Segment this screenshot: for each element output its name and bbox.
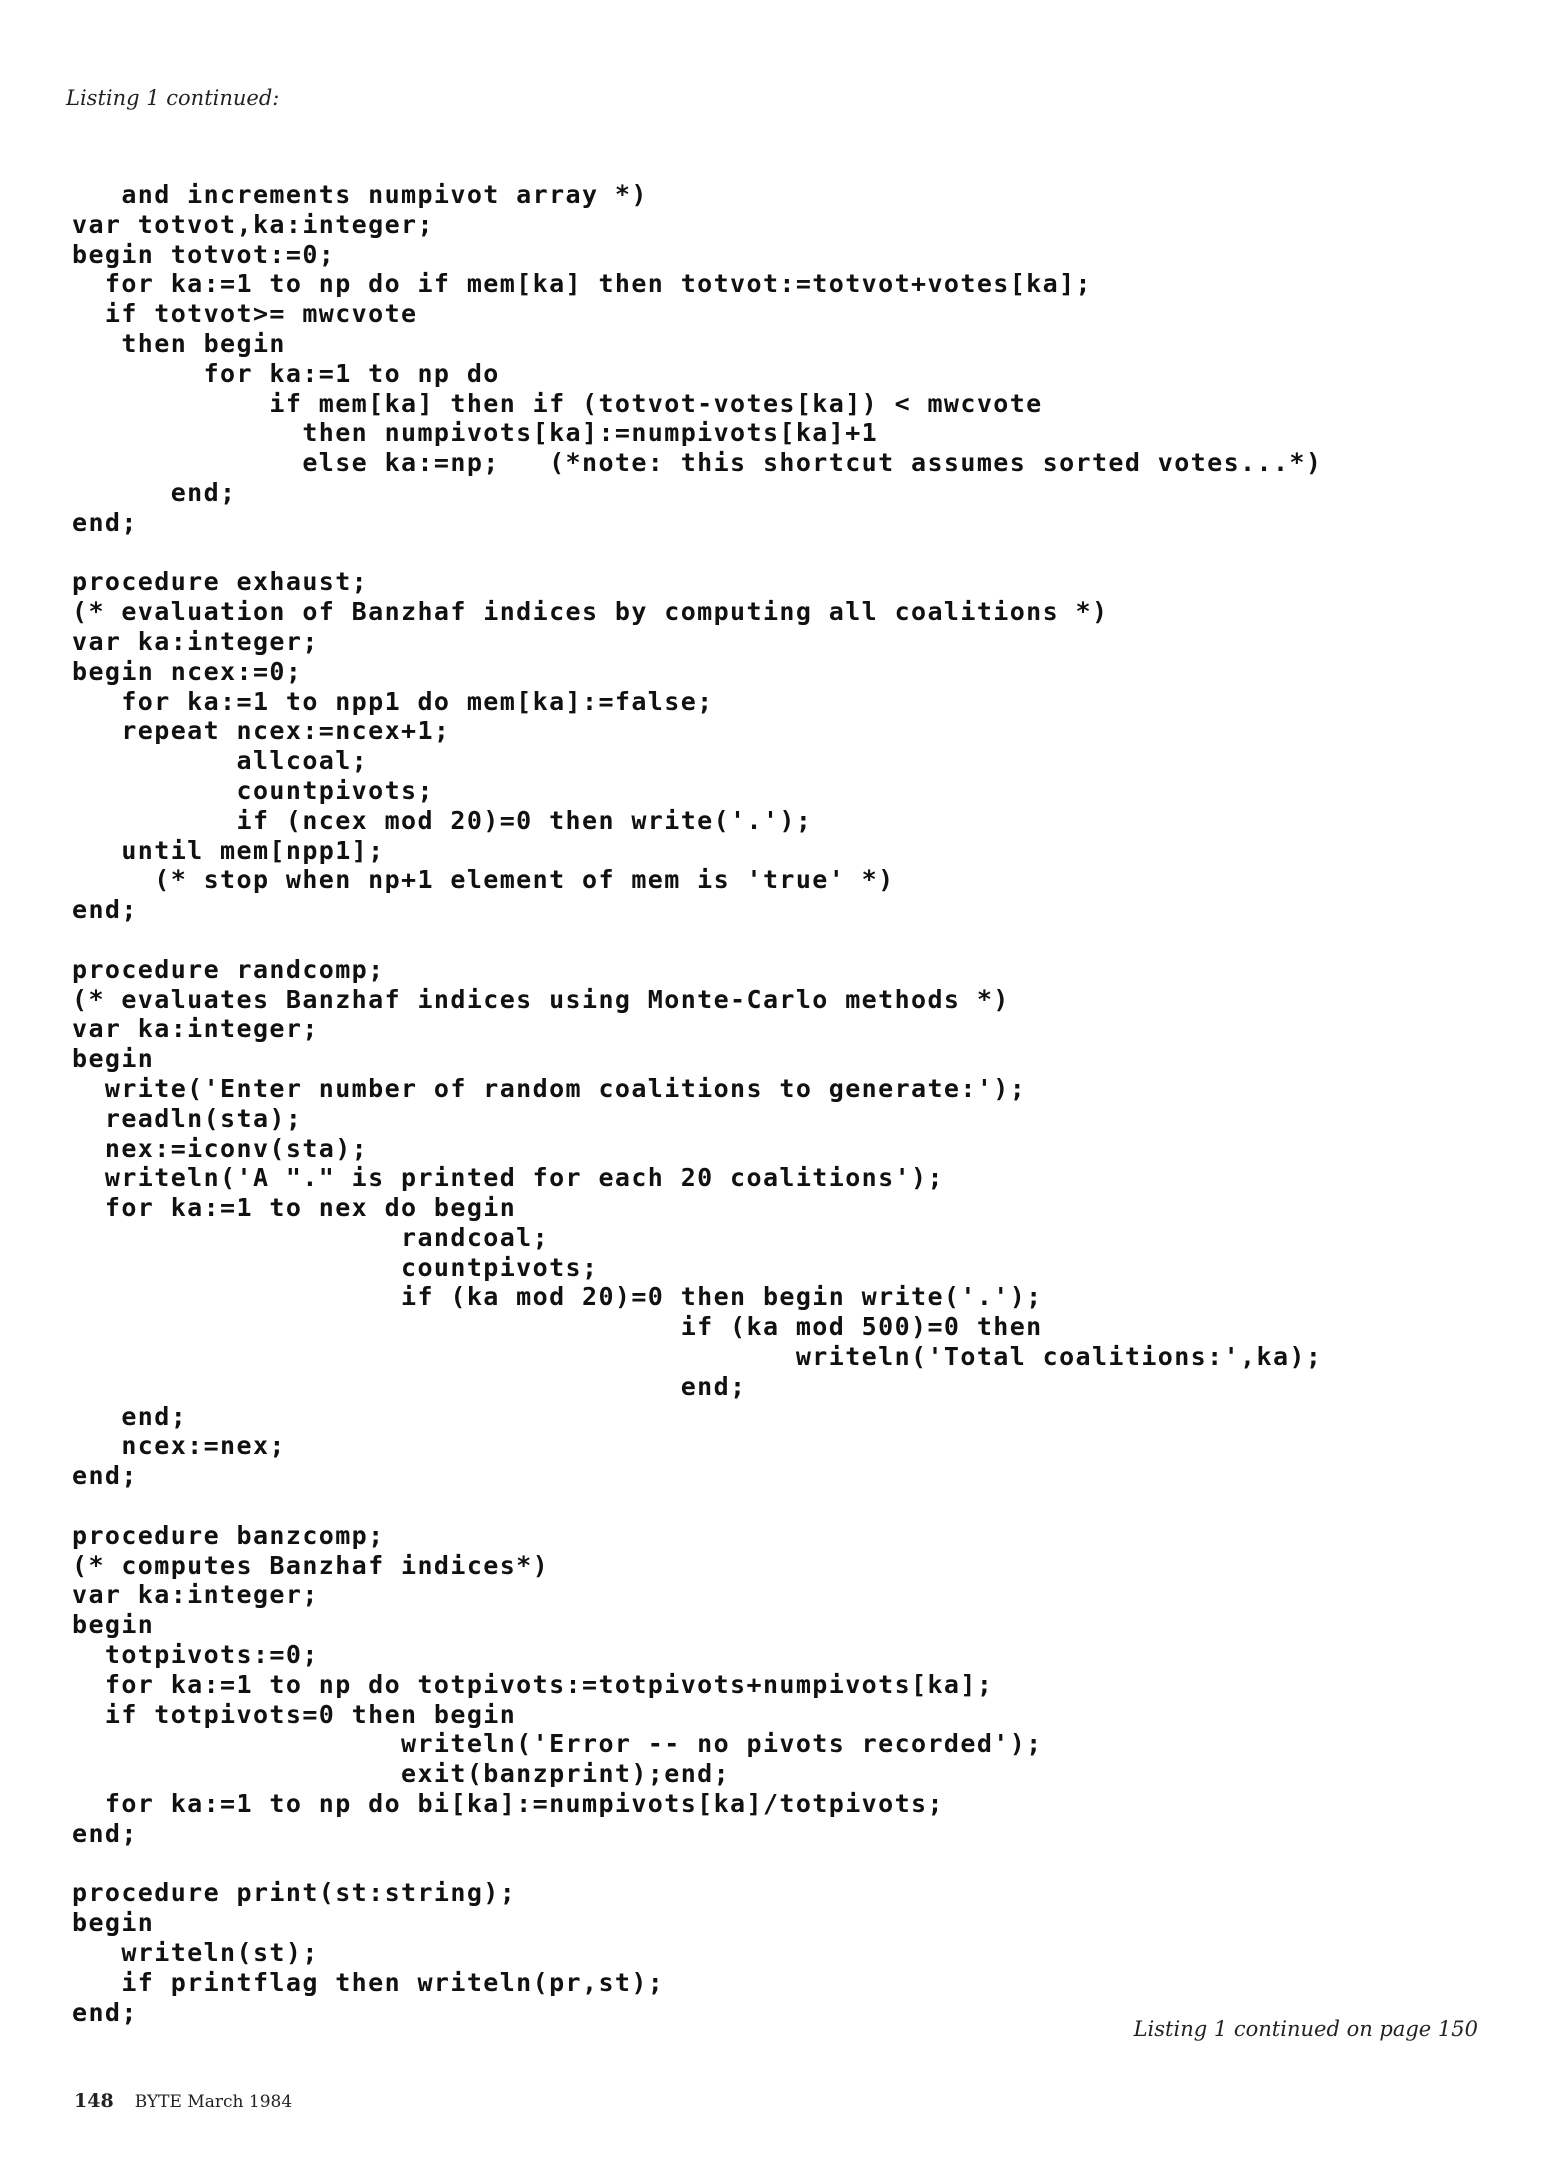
code-line: then numpivots[ka]:=numpivots[ka]+1 <box>72 418 879 448</box>
code-line: begin <box>72 1610 155 1640</box>
code-line: (* computes Banzhaf indices*) <box>72 1550 550 1580</box>
page-footer <box>74 2090 292 2112</box>
code-line: var totvot,ka:integer; <box>72 209 434 239</box>
code-line <box>72 1849 1322 1879</box>
code-line: randcoal; <box>72 1222 550 1252</box>
code-line <box>72 1491 1322 1521</box>
code-line: countpivots; <box>72 1252 599 1282</box>
code-line: var ka:integer; <box>72 626 319 656</box>
code-line: for ka:=1 to np do totpivots:=totpivots+numpivots[ka]; <box>72 1669 994 1699</box>
code-line: ncex:=nex; <box>72 1431 286 1461</box>
code-line <box>72 538 1322 568</box>
code-line: totpivots:=0; <box>72 1640 319 1670</box>
code-line: if printflag then writeln(pr,st); <box>72 1967 665 1997</box>
code-listing <box>72 180 1322 2027</box>
code-line: end; <box>72 1997 138 2027</box>
code-line: var ka:integer; <box>72 1580 319 1610</box>
code-line: if (ka mod 20)=0 then begin write('.'); <box>72 1282 1043 1312</box>
code-line: then begin <box>72 328 286 358</box>
continuation-note: Listing 1 continued on page 150 <box>1133 2017 1478 2041</box>
code-line: procedure randcomp; <box>72 954 385 984</box>
code-line: if (ncex mod 20)=0 then write('.'); <box>72 805 813 835</box>
code-line: repeat ncex:=ncex+1; <box>72 716 451 746</box>
code-line: if mem[ka] then if (totvot-votes[ka]) < mwcvote <box>72 388 1043 418</box>
code-line: end; <box>72 1818 138 1848</box>
code-line: end; <box>72 1461 138 1491</box>
code-line: readln(sta); <box>72 1103 303 1133</box>
code-line: nex:=iconv(sta); <box>72 1133 369 1163</box>
code-line: writeln(st); <box>72 1938 319 1968</box>
magazine-issue: BYTE March 1984 <box>134 2092 293 2112</box>
code-line: procedure print(st:string); <box>72 1878 517 1908</box>
code-line: else ka:=np; (*note: this shortcut assumes sorted votes...*) <box>72 448 1323 478</box>
code-line: procedure banzcomp; <box>72 1520 385 1550</box>
code-line: begin <box>72 1908 155 1938</box>
code-line: write('Enter number of random coalitions to generate:'); <box>72 1073 1027 1103</box>
code-line: countpivots; <box>72 775 434 805</box>
code-line: procedure exhaust; <box>72 567 369 597</box>
code-line: end; <box>72 507 138 537</box>
code-line: begin totvot:=0; <box>72 239 336 269</box>
listing-heading: Listing 1 continued: <box>66 86 280 110</box>
code-line: if (ka mod 500)=0 then <box>72 1312 1043 1342</box>
code-line: allcoal; <box>72 746 369 776</box>
code-line: (* evaluates Banzhaf indices using Monte-Carlo methods *) <box>72 984 1010 1014</box>
code-line: for ka:=1 to np do <box>72 358 500 388</box>
code-line: writeln('Error -- no pivots recorded'); <box>72 1729 1043 1759</box>
code-line: end; <box>72 895 138 925</box>
code-line: for ka:=1 to nex do begin <box>72 1193 517 1223</box>
code-line: var ka:integer; <box>72 1014 319 1044</box>
code-line: for ka:=1 to np do if mem[ka] then totvot:=totvot+votes[ka]; <box>72 269 1092 299</box>
code-line: if totpivots=0 then begin <box>72 1699 517 1729</box>
code-line: for ka:=1 to np do bi[ka]:=numpivots[ka]/totpivots; <box>72 1789 944 1819</box>
code-line: (* stop when np+1 element of mem is 'true' *) <box>72 865 895 895</box>
code-line: begin ncex:=0; <box>72 656 303 686</box>
code-line: exit(banzprint);end; <box>72 1759 731 1789</box>
code-line: begin <box>72 1044 155 1074</box>
code-line: if totvot>= mwcvote <box>72 299 418 329</box>
page-number: 148 <box>74 2090 114 2112</box>
code-line: writeln('A "." is printed for each 20 coalitions'); <box>72 1163 944 1193</box>
code-line: for ka:=1 to npp1 do mem[ka]:=false; <box>72 686 714 716</box>
code-line <box>72 925 1322 955</box>
code-line: end; <box>72 477 237 507</box>
code-line: until mem[npp1]; <box>72 835 385 865</box>
code-line: end; <box>72 1401 188 1431</box>
code-line: and increments numpivot array *) <box>72 180 648 209</box>
code-line: end; <box>72 1371 747 1401</box>
code-line: writeln('Total coalitions:',ka); <box>72 1342 1323 1372</box>
code-line: (* evaluation of Banzhaf indices by computing all coalitions *) <box>72 597 1109 627</box>
